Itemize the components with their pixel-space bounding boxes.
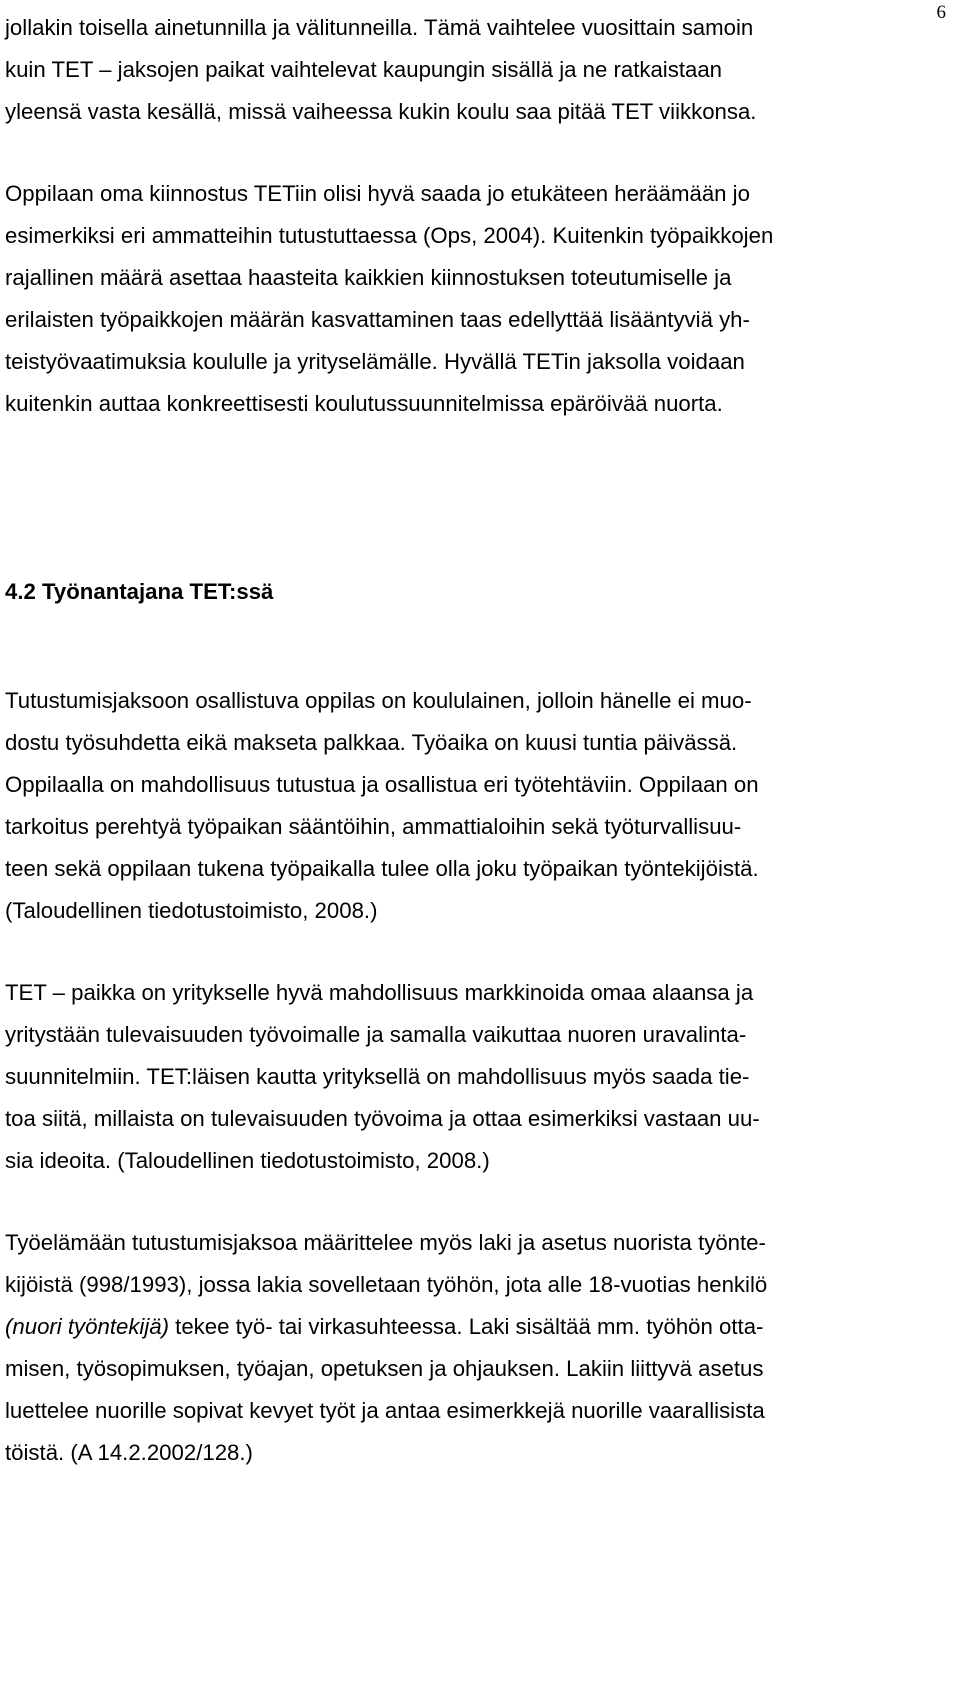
paragraph-line: kuitenkin auttaa konkreettisesti koulutussuunnitelmissa epäröivää nuorta.	[5, 391, 723, 416]
paragraph-line: TET – paikka on yritykselle hyvä mahdollisuus markkinoida omaa alaansa ja	[5, 980, 754, 1005]
paragraph-line: tarkoitus perehtyä työpaikan sääntöihin, ammattialoihin sekä työturvallisuu-	[5, 814, 742, 839]
paragraph-line: jollakin toisella ainetunnilla ja välitunneilla. Tämä vaihtelee vuosittain samoin	[5, 15, 754, 40]
paragraph-line: kuin TET – jaksojen paikat vaihtelevat kaupungin sisällä ja ne ratkaistaan	[5, 57, 723, 82]
paragraph-line: dostu työsuhdetta eikä makseta palkkaa. Työaika on kuusi tuntia päivässä.	[5, 730, 738, 755]
paragraph-line: toa siitä, millaista on tulevaisuuden työvoima ja ottaa esimerkiksi vastaan uu-	[5, 1106, 760, 1131]
paragraph-line	[5, 1316, 763, 1338]
paragraph-line: esimerkiksi eri ammatteihin tutustuttaessa (Ops, 2004). Kuitenkin työpaikkojen	[5, 223, 774, 248]
paragraph-line: yritystään tulevaisuuden työvoimalle ja samalla vaikuttaa nuoren uravalinta-	[5, 1022, 747, 1047]
paragraph-line: yleensä vasta kesällä, missä vaiheessa kukin koulu saa pitää TET viikkonsa.	[5, 99, 757, 124]
paragraph-line: erilaisten työpaikkojen määrän kasvattaminen taas edellyttää lisääntyviä yh-	[5, 307, 750, 332]
paragraph-line: Oppilaalla on mahdollisuus tutustua ja osallistua eri työtehtäviin. Oppilaan on	[5, 772, 759, 797]
paragraph-line: suunnitelmiin. TET:läisen kautta yrityksellä on mahdollisuus myös saada tie-	[5, 1064, 750, 1089]
emphasis-term: (nuori työntekijä)	[5, 1314, 170, 1339]
paragraph-line: luettelee nuorille sopivat kevyet työt ja antaa esimerkkejä nuorille vaarallisista	[5, 1398, 765, 1423]
paragraph-line: Oppilaan oma kiinnostus TETiin olisi hyvä saada jo etukäteen heräämään jo	[5, 181, 750, 206]
paragraph-line: teistyövaatimuksia koululle ja yrityselämälle. Hyvällä TETin jaksolla voidaan	[5, 349, 745, 374]
paragraph-line: Työelämään tutustumisjaksoa määrittelee myös laki ja asetus nuorista työnte-	[5, 1230, 766, 1255]
paragraph-line: Tutustumisjaksoon osallistuva oppilas on koululainen, jolloin hänelle ei muo-	[5, 688, 752, 713]
paragraph-line: teen sekä oppilaan tukena työpaikalla tulee olla joku työpaikan työntekijöistä.	[5, 856, 759, 881]
page-number: 6	[936, 2, 946, 23]
paragraph-line: sia ideoita. (Taloudellinen tiedotustoimisto, 2008.)	[5, 1148, 490, 1173]
section-heading: 4.2 Työnantajana TET:ssä	[5, 579, 274, 604]
paragraph-line: (Taloudellinen tiedotustoimisto, 2008.)	[5, 898, 378, 923]
line-text: tekee työ- tai virkasuhteessa. Laki sisältää mm. työhön otta-	[169, 1314, 764, 1339]
paragraph-line: misen, työsopimuksen, työajan, opetuksen ja ohjauksen. Lakiin liittyvä asetus	[5, 1356, 764, 1381]
paragraph-line: töistä. (A 14.2.2002/128.)	[5, 1440, 253, 1465]
paragraph-line: kijöistä (998/1993), jossa lakia sovelletaan työhön, jota alle 18-vuotias henkilö	[5, 1272, 768, 1297]
paragraph-line: rajallinen määrä asettaa haasteita kaikkien kiinnostuksen toteutumiselle ja	[5, 265, 732, 290]
